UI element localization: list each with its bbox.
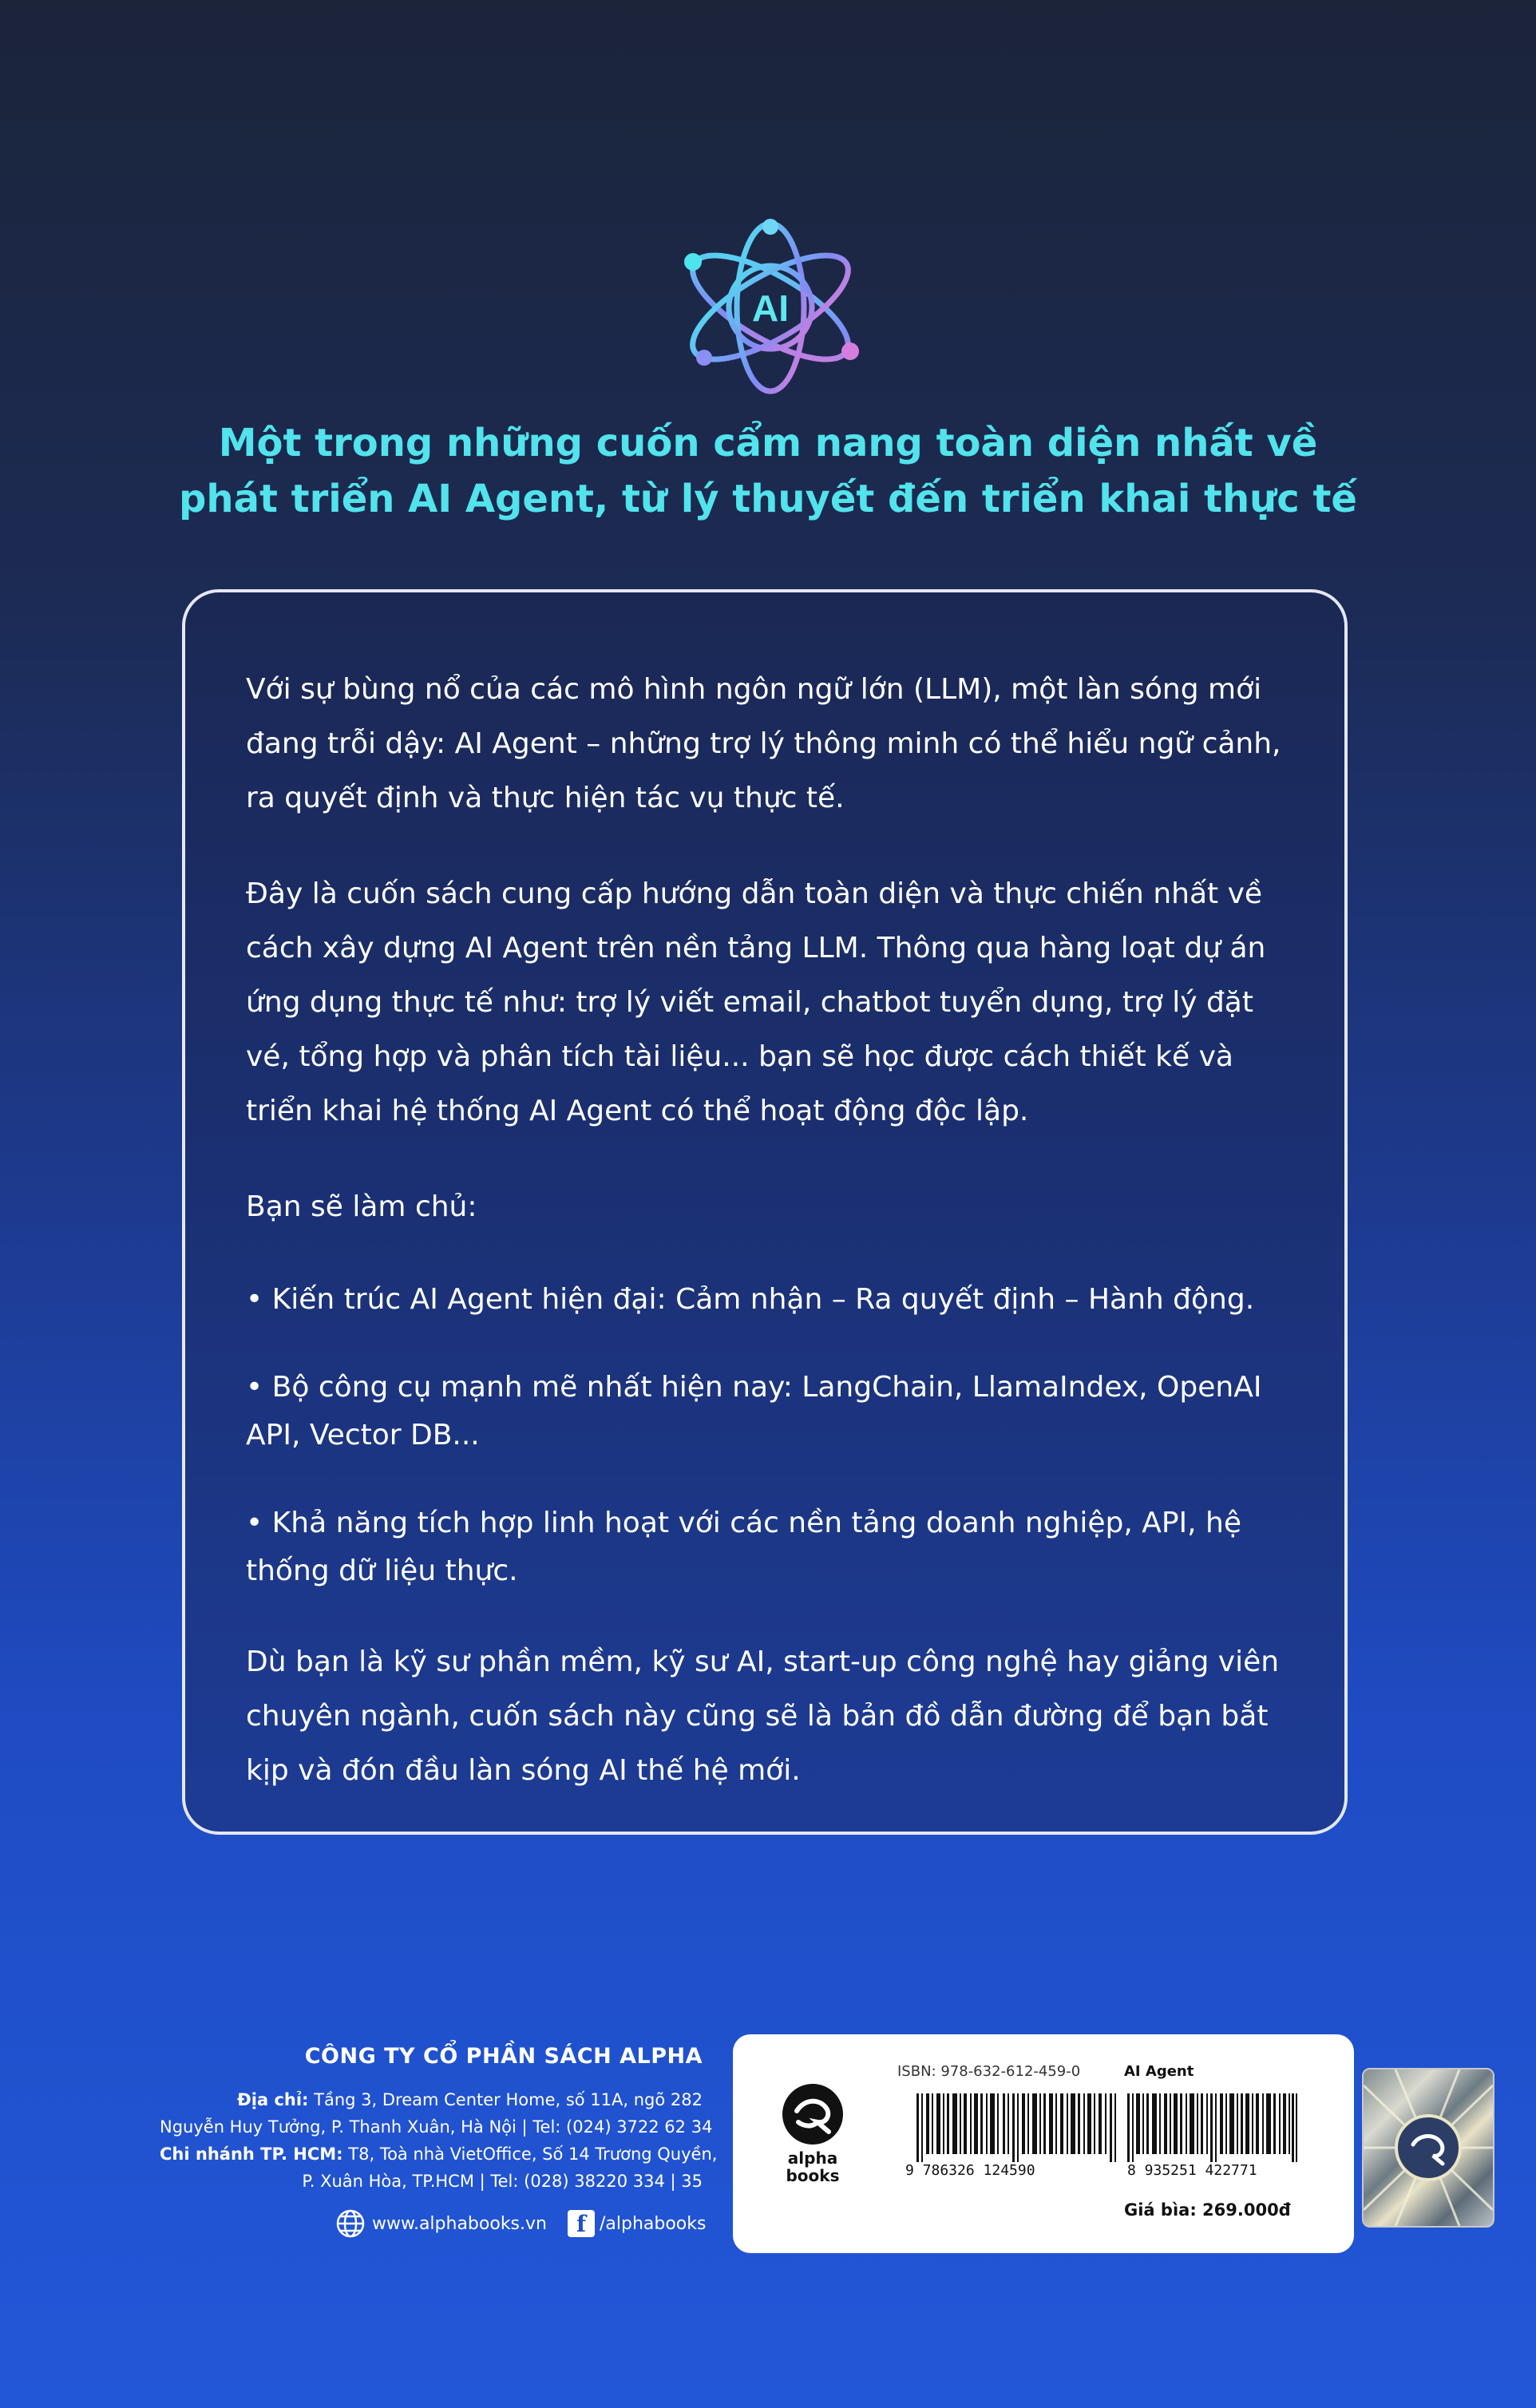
description-box — [182, 589, 1348, 1835]
brand-line-1: alpha — [787, 2149, 838, 2168]
facebook-icon: f — [568, 2210, 595, 2237]
hologram-icon — [1364, 2069, 1493, 2226]
product-barcode-number: 8 935251 422771 — [1127, 2162, 1257, 2179]
publisher-branch-line-2: P. Xuân Hòa, TP.HCM | Tel: (028) 38220 334 | 35 — [302, 2172, 703, 2191]
globe-icon — [335, 2208, 366, 2239]
alpha-books-logo — [773, 2082, 853, 2184]
ai-atom-logo — [663, 216, 878, 399]
isbn-text: ISBN: 978-632-612-459-0 — [897, 2063, 1081, 2080]
bullet-item-3: • Khả năng tích hợp linh hoạt với các nền tảng doanh nghiệp, API, hệ thống dữ liệu thực. — [246, 1507, 1242, 1587]
product-barcode — [1127, 2093, 1298, 2162]
alpha-books-icon — [781, 2082, 845, 2146]
brand-line-2: books — [786, 2166, 840, 2185]
description-paragraph-2: Đây là cuốn sách cung cấp hướng dẫn toàn diện và thực chiến nhất về cách xây dựng AI Agent trên nền tảng LLM. Thông qua hàng loạt dự án ứng dụng thực tế như: trợ lý viết email, chatbot tuyển dụng, trợ lý đặt vé, tổng hợp và phân tích tài liệu... bạn sẽ học được cách thiết kế và triển khai hệ thống AI Agent có thể hoạt động độc lập. — [246, 877, 1266, 1127]
publisher-address-line-2: Nguyễn Huy Tưởng, P. Thanh Xuân, Hà Nội | Tel: (024) 3722 62 34 — [160, 2117, 713, 2137]
logo-label: AI — [752, 287, 789, 329]
branch-text-1: T8, Toà nhà VietOffice, Số 14 Trương Quyền, — [348, 2145, 718, 2164]
publisher-address-line-1 — [160, 2086, 703, 2113]
bullet-item-2: • Bộ công cụ mạnh mẽ nhất hiện nay: LangChain, LlamaIndex, OpenAI API, Vector DB... — [246, 1371, 1262, 1452]
tagline — [96, 415, 1440, 527]
book-title: AI Agent — [1124, 2063, 1194, 2080]
isbn-barcode — [916, 2093, 1116, 2162]
publisher-branch-line-1 — [160, 2141, 718, 2168]
atom-icon — [663, 216, 878, 399]
website-link[interactable]: www.alphabooks.vn — [372, 2213, 547, 2234]
address-label: Địa chỉ: — [237, 2090, 309, 2109]
description-paragraph-4: Dù bạn là kỹ sư phần mềm, kỹ sư AI, start-up công nghệ hay giảng viên chuyên ngành, cuốn sách này cũng sẽ là bản đồ dẫn đường để bạn bắt kịp và đón đầu làn sóng AI thế hệ mới. — [246, 1646, 1280, 1787]
hologram-sticker — [1362, 2068, 1494, 2228]
tagline-line-2: phát triển AI Agent, từ lý thuyết đến triển khai thực tế — [179, 477, 1357, 521]
tagline-line-1: Một trong những cuốn cẩm nang toàn diện nhất về — [218, 421, 1318, 465]
description-paragraph-1: Với sự bùng nổ của các mô hình ngôn ngữ lớn (LLM), một làn sóng mới đang trỗi dậy: AI Agent – những trợ lý thông minh có thể hiểu ngữ cảnh, ra quyết định và thực hiện tác vụ thực tế. — [246, 673, 1281, 814]
isbn-barcode-number: 9 786326 124590 — [905, 2162, 1035, 2179]
barcode-card — [733, 2034, 1354, 2253]
bullet-item-1: • Kiến trúc AI Agent hiện đại: Cảm nhận – Ra quyết định – Hành động. — [246, 1283, 1255, 1316]
branch-label: Chi nhánh TP. HCM: — [160, 2145, 343, 2164]
facebook-link[interactable]: /alphabooks — [599, 2213, 707, 2234]
description-paragraph-3: Bạn sẽ làm chủ: — [246, 1190, 477, 1223]
cover-price: Giá bìa: 269.000đ — [1124, 2200, 1291, 2220]
publisher-name: CÔNG TY CỔ PHẦN SÁCH ALPHA — [304, 2044, 703, 2069]
publisher-info — [160, 2044, 718, 2195]
address-text-1: Tầng 3, Dream Center Home, số 11A, ngõ 282 — [314, 2090, 703, 2109]
publisher-links — [335, 2208, 706, 2240]
